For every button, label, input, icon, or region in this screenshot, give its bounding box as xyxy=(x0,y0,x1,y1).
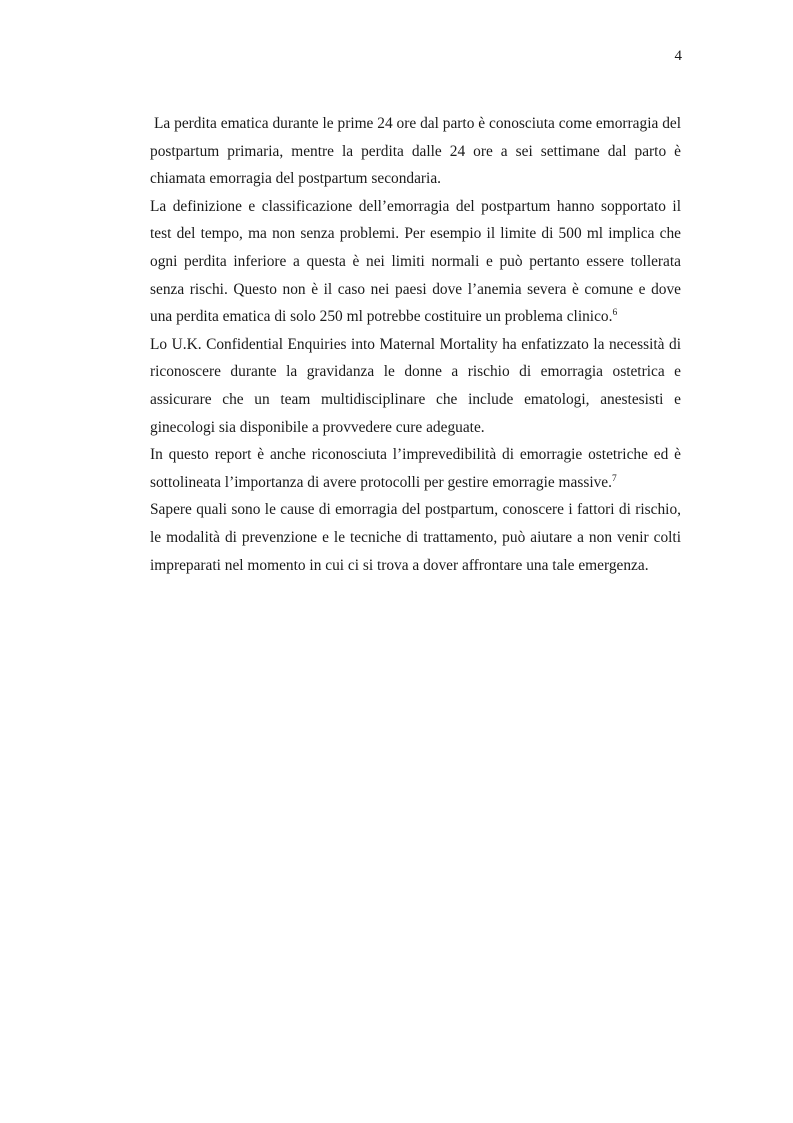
paragraph-text: La perdita ematica durante le prime 24 ore dal parto è conosciuta come emorragia del postpartum primaria, mentre la perdita dalle 24 ore a sei settimane dal parto è chiamata emorragia del postpartum secondaria. xyxy=(150,115,681,188)
paragraph-text: La definizione e classificazione dell’emorragia del postpartum hanno sopportato il test del tempo, ma non senza problemi. Per esempio il limite di 500 ml implica che ogni perdita inferiore a questa è nei limiti normali e può pertanto essere tollerata senza rischi. Questo non è il caso nei paesi dove l’anemia severa è comune e dove una perdita ematica di solo 250 ml potrebbe costituire un problema clinico. xyxy=(150,197,681,326)
paragraph-conclusion xyxy=(150,496,681,579)
body-text xyxy=(150,110,681,579)
paragraph-text: In questo report è anche riconosciuta l’imprevedibilità di emorragie ostetriche ed è sottolineata l’importanza di avere protocolli per gestire emorragie massive. xyxy=(150,446,681,491)
paragraph-postpartum-definition xyxy=(150,110,681,193)
paragraph-uk-enquiries xyxy=(150,331,681,441)
paragraph-text: Sapere quali sono le cause di emorragia del postpartum, conoscere i fattori di rischio, le modalità di prevenzione e le tecniche di trattamento, può aiutare a non venir colti impreparati nel momento in cui ci si trova a dover affrontare una tale emergenza. xyxy=(150,501,681,574)
paragraph-report xyxy=(150,441,681,496)
page-number: 4 xyxy=(674,48,682,64)
footnote-reference: 7 xyxy=(611,473,617,484)
footnote-reference: 6 xyxy=(612,308,618,319)
paragraph-text: Lo U.K. Confidential Enquiries into Maternal Mortality ha enfatizzato la necessità di riconoscere durante la gravidanza le donne a rischio di emorragia ostetrica e assicurare che un team multidisciplinare che include ematologi, anestesisti e ginecologi sia disponibile a provvedere cure adeguate. xyxy=(150,335,681,436)
paragraph-classification xyxy=(150,193,681,331)
